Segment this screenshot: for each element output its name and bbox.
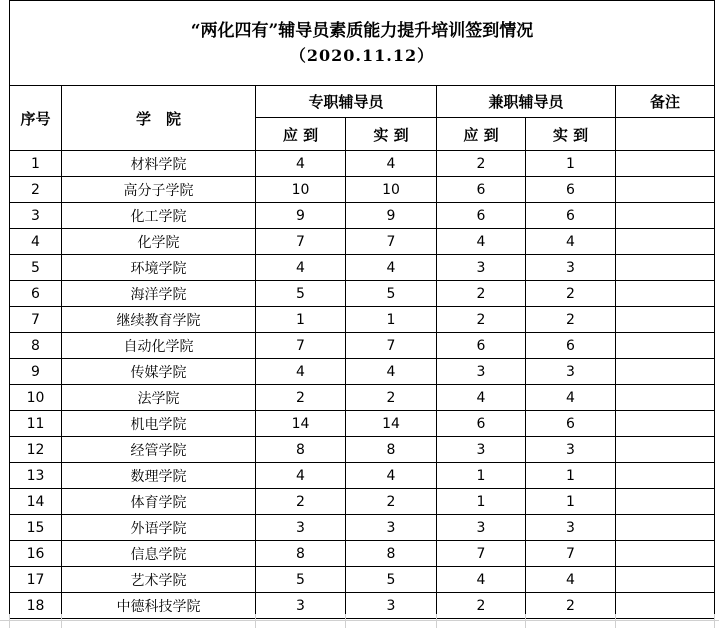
cell-college[interactable]: 材料学院 [62,151,256,177]
cell-fulltime-actual[interactable]: 2 [346,385,437,411]
next-row-gridline [0,620,719,621]
cell-college[interactable]: 高分子学院 [62,177,256,203]
cell-fulltime-expected[interactable]: 7 [256,333,346,359]
table-row [10,385,715,411]
cell-fulltime-expected[interactable]: 4 [256,463,346,489]
cell-fulltime-actual[interactable]: 14 [346,411,437,437]
cell-college[interactable]: 艺术学院 [62,567,256,593]
gridline [436,614,437,628]
header-parttime[interactable]: 兼职辅导员 [437,86,616,118]
cell-fulltime-actual[interactable]: 3 [346,515,437,541]
cell-seq[interactable]: 4 [10,229,62,255]
cell-fulltime-actual[interactable]: 5 [346,281,437,307]
cell-parttime-expected[interactable]: 1 [437,489,526,515]
cell-college[interactable]: 中德科技学院 [62,593,256,619]
cell-remark[interactable] [616,255,715,281]
cell-parttime-expected[interactable]: 2 [437,151,526,177]
cell-parttime-expected[interactable]: 4 [437,385,526,411]
cell-parttime-expected[interactable]: 6 [437,411,526,437]
cell-parttime-expected[interactable]: 3 [437,359,526,385]
cell-remark[interactable] [616,411,715,437]
cell-remark[interactable] [616,203,715,229]
cell-parttime-actual[interactable]: 2 [526,281,616,307]
cell-seq[interactable]: 8 [10,333,62,359]
table-row [10,255,715,281]
table-row [10,333,715,359]
cell-college[interactable]: 环境学院 [62,255,256,281]
sheet-title-cell[interactable] [10,1,715,86]
cell-fulltime-actual[interactable]: 4 [346,463,437,489]
cell-parttime-actual[interactable]: 6 [526,411,616,437]
cell-fulltime-expected[interactable]: 9 [256,203,346,229]
table-row [10,359,715,385]
cell-fulltime-actual[interactable]: 8 [346,437,437,463]
cell-fulltime-expected[interactable]: 2 [256,489,346,515]
cell-fulltime-actual[interactable]: 4 [346,151,437,177]
cell-remark[interactable] [616,567,715,593]
cell-seq[interactable]: 17 [10,567,62,593]
cell-fulltime-actual[interactable]: 2 [346,489,437,515]
gridline [615,614,616,628]
table-row [10,203,715,229]
cell-parttime-expected[interactable]: 6 [437,203,526,229]
table-row [10,489,715,515]
cell-fulltime-expected[interactable]: 4 [256,359,346,385]
cell-fulltime-actual[interactable]: 5 [346,567,437,593]
gridline [345,614,346,628]
cell-parttime-actual[interactable]: 7 [526,541,616,567]
cell-parttime-actual[interactable]: 6 [526,333,616,359]
sign-in-table [9,0,715,619]
table-row [10,151,715,177]
table-row [10,177,715,203]
cell-parttime-expected[interactable]: 1 [437,463,526,489]
cell-college[interactable]: 经管学院 [62,437,256,463]
cell-seq[interactable]: 2 [10,177,62,203]
cell-parttime-actual[interactable]: 3 [526,515,616,541]
cell-fulltime-expected[interactable]: 7 [256,229,346,255]
cell-college[interactable]: 法学院 [62,385,256,411]
cell-fulltime-expected[interactable]: 1 [256,307,346,333]
table-row [10,411,715,437]
header-seq[interactable]: 序号 [10,86,62,151]
table-row [10,463,715,489]
header-fulltime[interactable]: 专职辅导员 [256,86,437,118]
gridline [61,614,62,628]
cell-remark[interactable] [616,229,715,255]
cell-remark[interactable] [616,489,715,515]
gridline [255,614,256,628]
cell-seq[interactable]: 12 [10,437,62,463]
cell-fulltime-actual[interactable]: 4 [346,359,437,385]
cell-seq[interactable]: 13 [10,463,62,489]
cell-seq[interactable]: 6 [10,281,62,307]
cell-parttime-actual[interactable]: 3 [526,359,616,385]
table-row [10,437,715,463]
cell-fulltime-expected[interactable]: 8 [256,437,346,463]
cell-parttime-expected[interactable]: 4 [437,229,526,255]
cell-fulltime-expected[interactable]: 5 [256,281,346,307]
gridline [714,614,715,628]
cell-fulltime-expected[interactable]: 3 [256,593,346,619]
table-row [10,567,715,593]
cell-seq[interactable]: 5 [10,255,62,281]
cell-college[interactable]: 数理学院 [62,463,256,489]
header-remark-blank[interactable] [616,118,715,151]
cell-college[interactable]: 自动化学院 [62,333,256,359]
cell-college[interactable]: 体育学院 [62,489,256,515]
cell-fulltime-actual[interactable]: 3 [346,593,437,619]
cell-fulltime-expected[interactable]: 4 [256,151,346,177]
cell-college[interactable]: 信息学院 [62,541,256,567]
cell-parttime-actual[interactable]: 2 [526,307,616,333]
sheet-date: （2020.11.12） [289,46,435,65]
cell-parttime-actual[interactable]: 4 [526,567,616,593]
cell-fulltime-expected[interactable]: 5 [256,567,346,593]
cell-parttime-expected[interactable]: 3 [437,255,526,281]
cell-fulltime-actual[interactable]: 7 [346,229,437,255]
cell-fulltime-expected[interactable]: 10 [256,177,346,203]
cell-parttime-expected[interactable]: 6 [437,177,526,203]
cell-seq[interactable]: 18 [10,593,62,619]
cell-parttime-actual[interactable]: 1 [526,463,616,489]
cell-remark[interactable] [616,437,715,463]
header-fulltime-expected[interactable]: 应 到 [256,118,346,151]
table-row [10,515,715,541]
cell-fulltime-actual[interactable]: 10 [346,177,437,203]
cell-fulltime-expected[interactable]: 3 [256,515,346,541]
cell-remark[interactable] [616,515,715,541]
cell-remark[interactable] [616,281,715,307]
cell-remark[interactable] [616,385,715,411]
cell-parttime-actual[interactable]: 6 [526,203,616,229]
header-college[interactable]: 学 院 [62,86,256,151]
table-row [10,593,715,619]
table-row [10,229,715,255]
cell-college[interactable]: 化工学院 [62,203,256,229]
cell-parttime-expected[interactable]: 2 [437,307,526,333]
cell-parttime-expected[interactable]: 7 [437,541,526,567]
cell-parttime-actual[interactable]: 1 [526,151,616,177]
cell-seq[interactable]: 7 [10,307,62,333]
cell-parttime-expected[interactable]: 6 [437,333,526,359]
cell-parttime-expected[interactable]: 2 [437,593,526,619]
cell-fulltime-expected[interactable]: 14 [256,411,346,437]
cell-college[interactable]: 化学院 [62,229,256,255]
header-fulltime-actual[interactable]: 实 到 [346,118,437,151]
cell-parttime-actual[interactable]: 1 [526,489,616,515]
cell-fulltime-actual[interactable]: 9 [346,203,437,229]
cell-fulltime-expected[interactable]: 2 [256,385,346,411]
cell-remark[interactable] [616,359,715,385]
cell-parttime-actual[interactable]: 4 [526,385,616,411]
cell-remark[interactable] [616,593,715,619]
cell-remark[interactable] [616,333,715,359]
cell-seq[interactable]: 11 [10,411,62,437]
cell-remark[interactable] [616,463,715,489]
gridline [9,614,10,628]
cell-college[interactable]: 海洋学院 [62,281,256,307]
cell-seq[interactable]: 10 [10,385,62,411]
sheet-title: “两化四有”辅导员素质能力提升培训签到情况 [190,21,534,41]
cell-parttime-actual[interactable]: 4 [526,229,616,255]
cell-college[interactable]: 机电学院 [62,411,256,437]
cell-college[interactable]: 外语学院 [62,515,256,541]
cell-remark[interactable] [616,151,715,177]
cell-seq[interactable]: 1 [10,151,62,177]
cell-college[interactable]: 传媒学院 [62,359,256,385]
cell-remark[interactable] [616,177,715,203]
cell-parttime-expected[interactable]: 2 [437,281,526,307]
gridline [525,614,526,628]
cell-fulltime-actual[interactable]: 8 [346,541,437,567]
cell-parttime-expected[interactable]: 3 [437,437,526,463]
header-parttime-expected[interactable]: 应 到 [437,118,526,151]
cell-seq[interactable]: 3 [10,203,62,229]
cell-parttime-actual[interactable]: 2 [526,593,616,619]
table-row [10,281,715,307]
cell-parttime-expected[interactable]: 3 [437,515,526,541]
cell-parttime-actual[interactable]: 3 [526,255,616,281]
cell-parttime-actual[interactable]: 3 [526,437,616,463]
cell-remark[interactable] [616,541,715,567]
cell-seq[interactable]: 15 [10,515,62,541]
cell-parttime-actual[interactable]: 6 [526,177,616,203]
cell-fulltime-expected[interactable]: 4 [256,255,346,281]
table-row [10,307,715,333]
cell-fulltime-expected[interactable]: 8 [256,541,346,567]
header-remark[interactable]: 备注 [616,86,715,118]
cell-parttime-expected[interactable]: 4 [437,567,526,593]
cell-seq[interactable]: 14 [10,489,62,515]
cell-college[interactable]: 继续教育学院 [62,307,256,333]
cell-fulltime-actual[interactable]: 1 [346,307,437,333]
cell-seq[interactable]: 16 [10,541,62,567]
table-row [10,541,715,567]
cell-remark[interactable] [616,307,715,333]
cell-seq[interactable]: 9 [10,359,62,385]
cell-fulltime-actual[interactable]: 7 [346,333,437,359]
cell-fulltime-actual[interactable]: 4 [346,255,437,281]
spreadsheet-view [9,0,719,628]
header-parttime-actual[interactable]: 实 到 [526,118,616,151]
